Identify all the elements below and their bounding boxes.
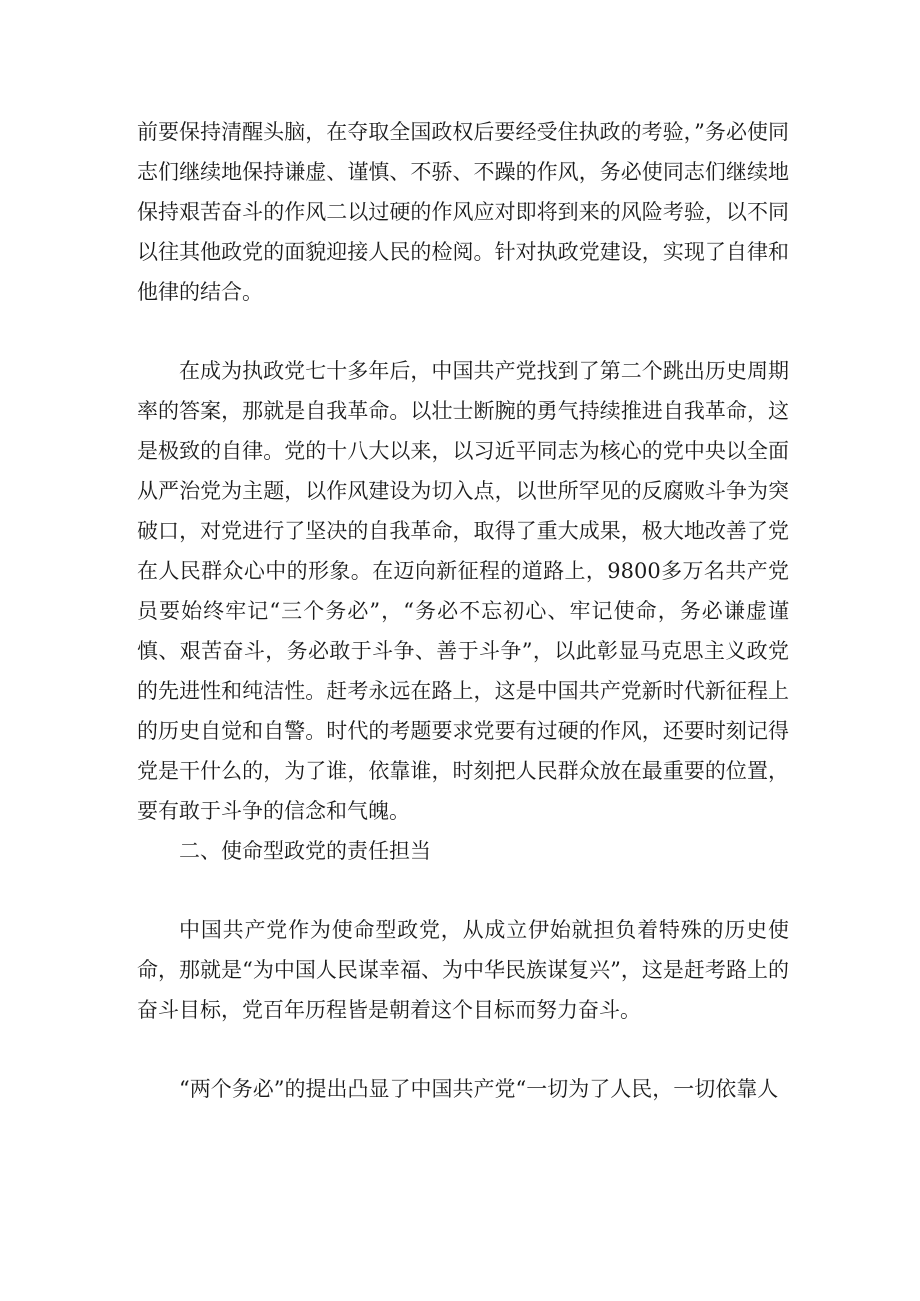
paragraph-two-musts: “两个务必”的提出凸显了中国共产党“一切为了人民，一切依靠人 bbox=[179, 1077, 779, 1101]
document-page bbox=[137, 112, 789, 1109]
paragraph-self-revolution: 在成为执政党七十多年后，中国共产党找到了第二个跳出历史周期率的答案，那就是自我革命。以壮士断腕的勇气持续推进自我革命，这是极致的自律。党的十八大以来，以习近平同志为核心的党中央以全面从严治党为主题，以作风建设为切入点，以世所罕见的反腐败斗争为突破口，对党进行了坚决的自我革命，取得了重大成果，极大地改善了党在人民群众心中的形象。在迈向新征程的道路上，9800多万名共产党员要始终牢记“三个务必”，“务必不忘初心、牢记使命，务必谦虚谨慎、艰苦奋斗，务必敢于斗争、善于斗争”，以此彰显马克思主义政党的先进性和纯洁性。赶考永远在路上，这是中国共产党新时代新征程上的历史自觉和自警。时代的考题要求党要有过硬的作风，还要时刻记得党是干什么的，为了谁，依靠谁，时刻把人民群众放在最重要的位置，要有敢于斗争的信念和气魄。 bbox=[137, 359, 789, 823]
section-heading: 二、使命型政党的责任担当 bbox=[179, 839, 431, 863]
paragraph-mission-party: 中国共产党作为使命型政党，从成立伊始就担负着特殊的历史使命，那就是“为中国人民谋幸福、为中华民族谋复兴”，这是赶考路上的奋斗目标，党百年历程皆是朝着这个目标而努力奋斗。 bbox=[137, 918, 789, 1022]
paragraph-continuation: 前要保持清醒头脑，在夺取全国政权后要经受住执政的考验，”务必使同志们继续地保持谦虚、谨慎、不骄、不躁的作风，务必使同志们继续地保持艰苦奋斗的作风二以过硬的作风应对即将到来的风险考验，以不同以往其他政党的面貌迎接人民的检阅。针对执政党建设，实现了自律和他律的结合。 bbox=[137, 120, 789, 304]
